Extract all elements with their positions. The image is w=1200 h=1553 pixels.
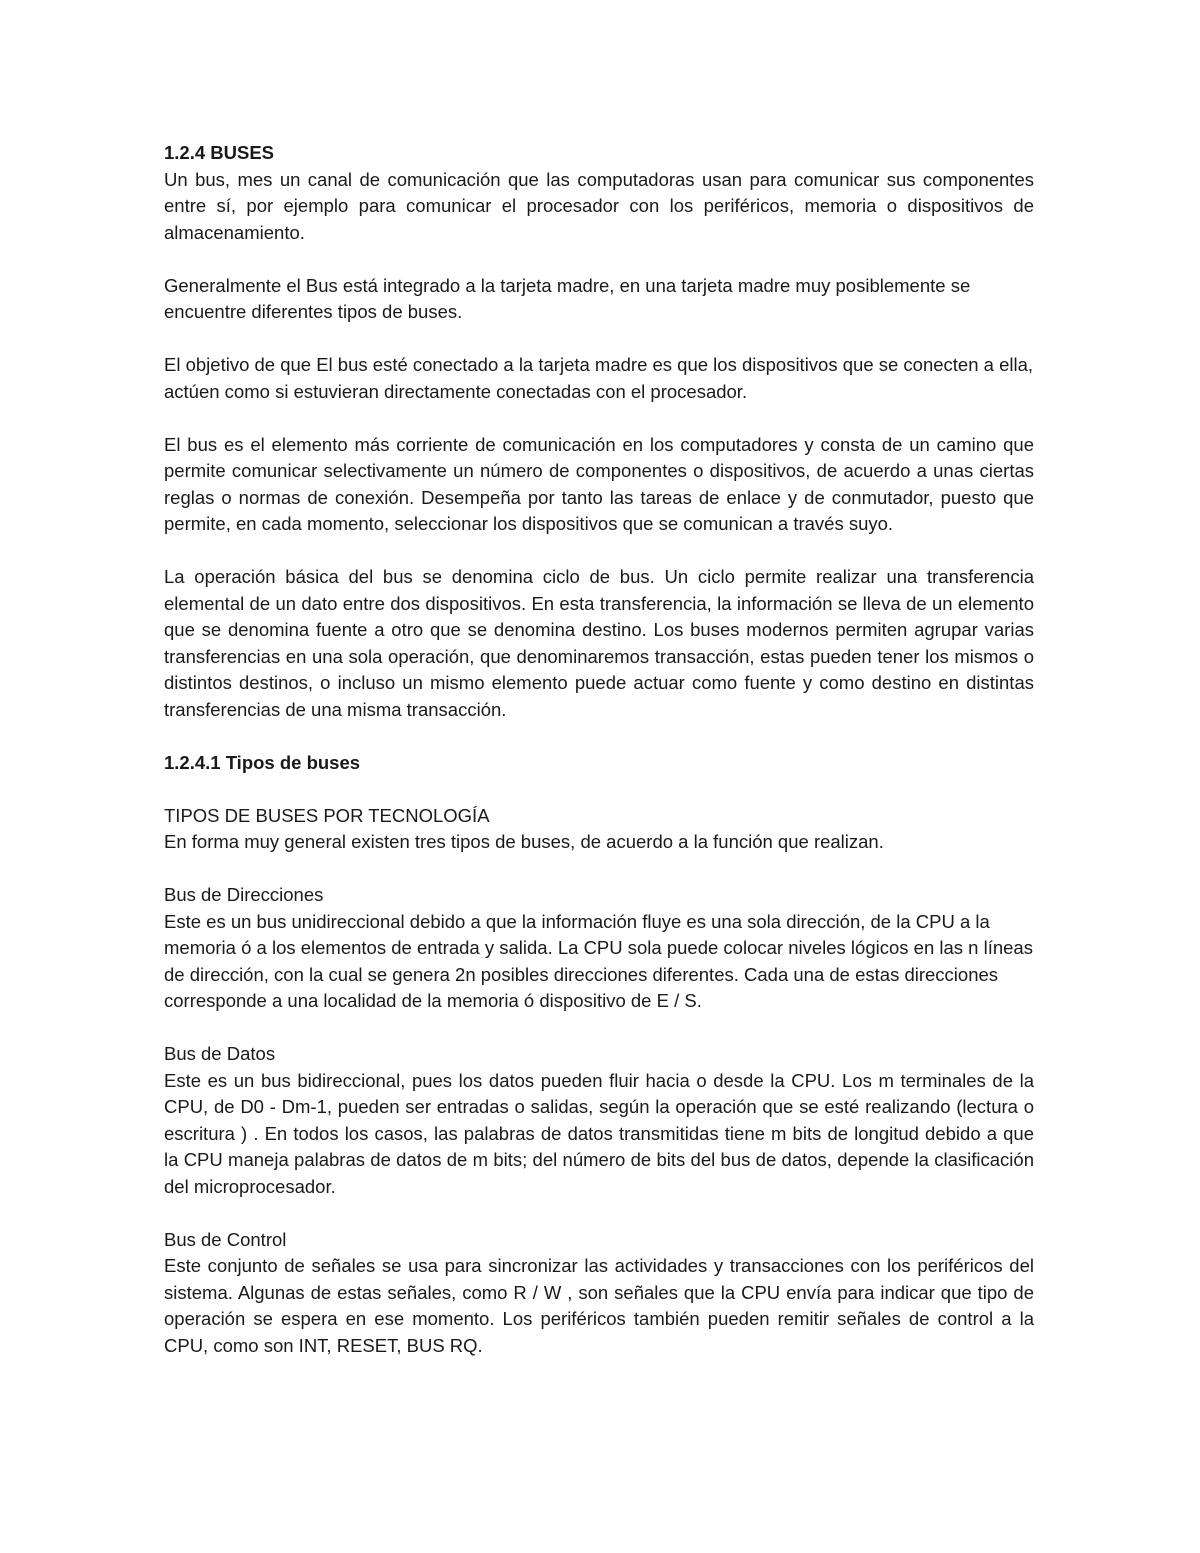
bus-type-paragraph: Este es un bus bidireccional, pues los datos pueden fluir hacia o desde la CPU. Los m terminales de la CPU, de D0 - Dm-1, pueden ser entradas o salidas, según la operación que se esté realizando (lectura o escritura ) . En todos los casos, las palabras de datos transmitidas tiene m bits de longitud debido a que la CPU maneja palabras de datos de m bits; del número de bits del bus de datos, depende la clasificación del microprocesador. [164, 1069, 1034, 1197]
tech-paragraph: En forma muy general existen tres tipos de buses, de acuerdo a la función que realizan. [164, 831, 884, 852]
section-heading: 1.2.4 BUSES [164, 142, 275, 163]
paragraph: El objetivo de que El bus esté conectado a la tarjeta madre es que los dispositivos que se conecten a ella, actúen como si estuvieran directamente conectadas con el procesador. [164, 354, 1034, 402]
bus-datos-section [164, 1041, 1034, 1200]
paragraph: La operación básica del bus se denomina ciclo de bus. Un ciclo permite realizar una transferencia elemental de un dato entre dos dispositivos. En esta transferencia, la información se lleva de un elemento que se denomina fuente a otro que se denomina destino. Los buses modernos permiten agrupar varias transferencias en una sola operación, que denominaremos transacción, estas pueden tener los mismos o distintos destinos, o incluso un mismo elemento puede actuar como fuente y como destino en distintas transferencias de una misma transacción. [164, 566, 1034, 720]
intro-section [164, 140, 1034, 246]
bus-type-title: Bus de Control [164, 1228, 287, 1250]
paragraph: Generalmente el Bus está integrado a la tarjeta madre, en una tarjeta madre muy posiblemente se encuentre diferentes tipos de buses. [164, 274, 971, 322]
tech-title: TIPOS DE BUSES POR TECNOLOGÍA [164, 804, 490, 826]
tech-section [164, 803, 1034, 856]
intro-paragraph: Un bus, mes un canal de comunicación que las computadoras usan para comunicar sus componentes entre sí, por ejemplo para comunicar el procesador con los periféricos, memoria o dispositivos de almacenamiento. [164, 168, 1034, 243]
bus-control-section [164, 1227, 1034, 1360]
bus-type-paragraph: Este es un bus unidireccional debido a que la información fluye es una sola dirección, de la CPU a la memoria ó a los elementos de entrada y salida. La CPU sola puede colocar niveles lógicos en las n líneas de dirección, con la cual se genera 2n posibles direcciones diferentes. Cada una de estas direcciones corresponde a una localidad de la memoria ó dispositivo de E / S. [164, 910, 1033, 1011]
bus-type-title: Bus de Datos [164, 1043, 276, 1064]
bus-direcciones-section [164, 882, 1034, 1015]
subsection-heading: 1.2.4.1 Tipos de buses [164, 751, 361, 773]
bus-type-title: Bus de Direcciones [164, 884, 324, 905]
bus-type-paragraph: Este conjunto de señales se usa para sincronizar las actividades y transacciones con los periféricos del sistema. Algunas de estas señales, como R / W , son señales que la CPU envía para indicar que tipo de operación se espera en ese momento. Los periféricos también pueden remitir señales de control a la CPU, como son INT, RESET, BUS RQ. [164, 1255, 1034, 1356]
document-page [164, 140, 1034, 1386]
paragraph: El bus es el elemento más corriente de comunicación en los computadores y consta de un camino que permite comunicar selectivamente un número de componentes o dispositivos, de acuerdo a unas ciertas reglas o normas de conexión. Desempeña por tanto las tareas de enlace y de conmutador, puesto que permite, en cada momento, seleccionar los dispositivos que se comunican a través suyo. [164, 433, 1034, 534]
